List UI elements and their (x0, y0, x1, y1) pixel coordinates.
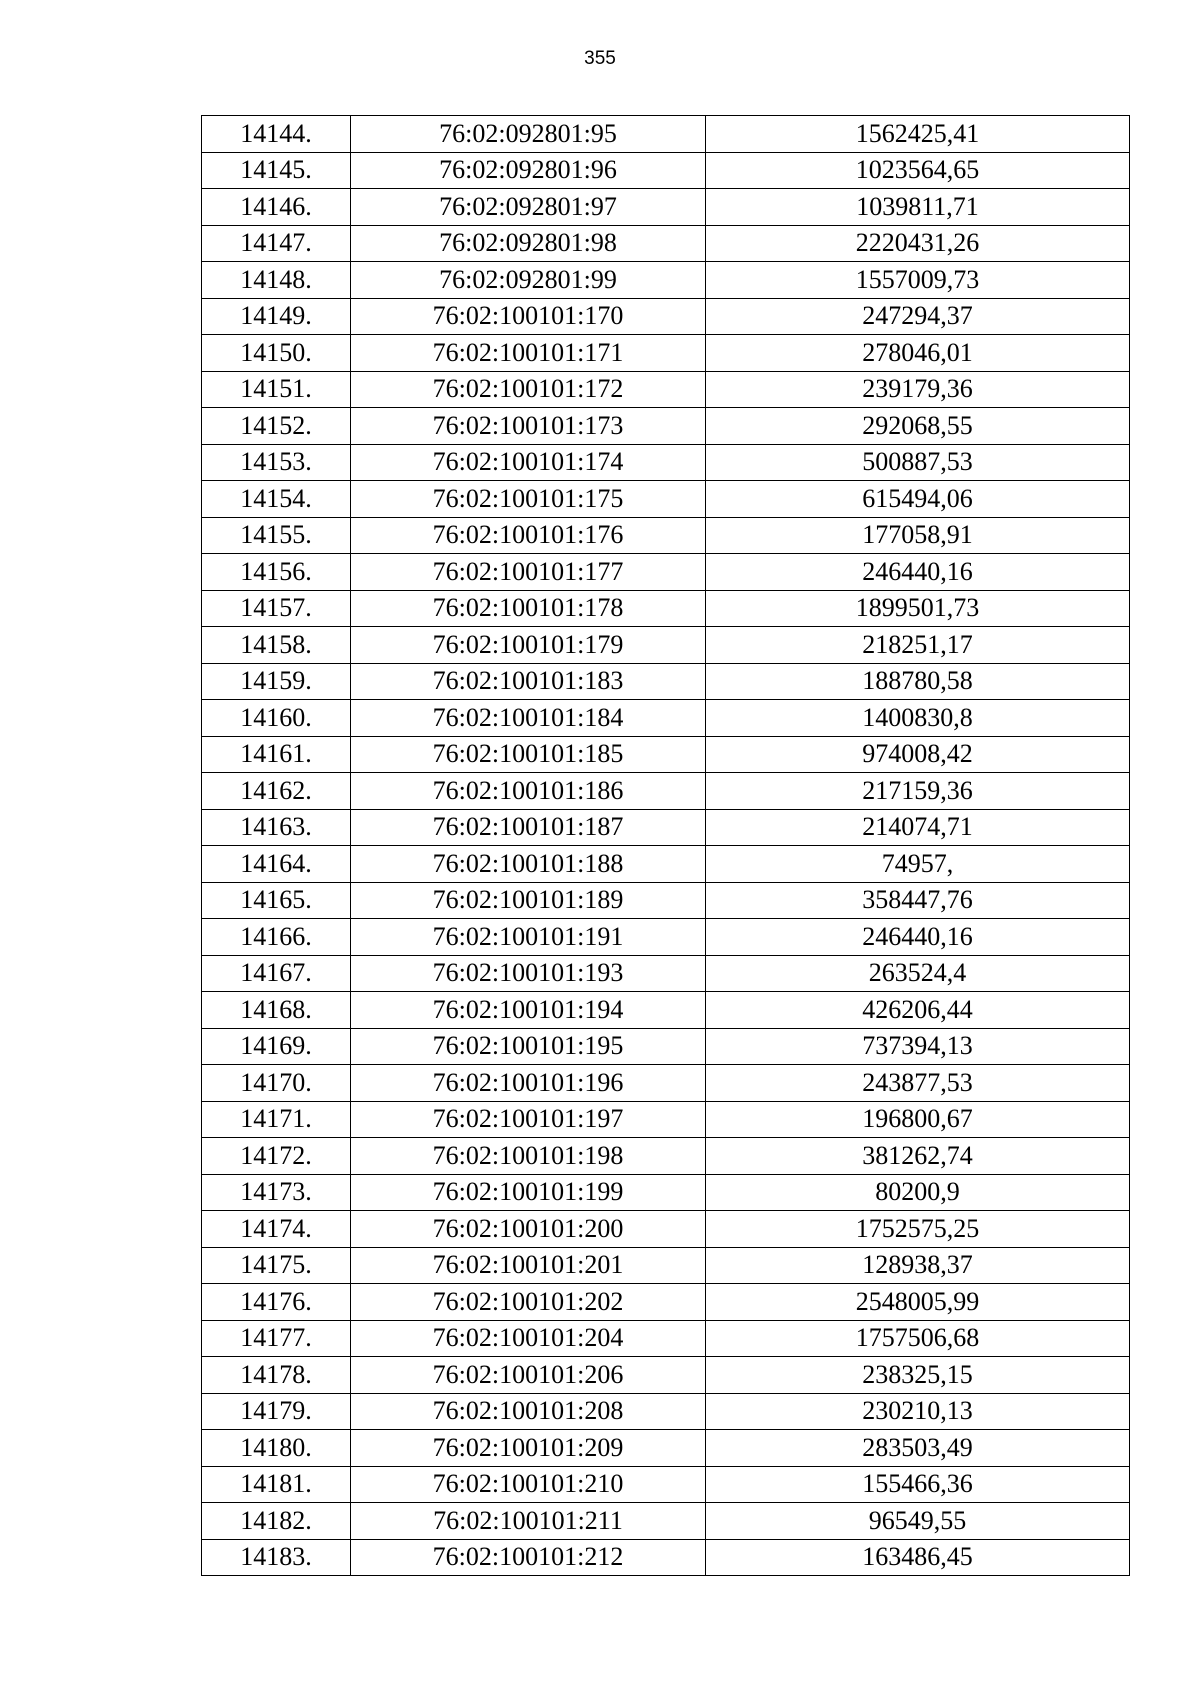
cadastral-number-cell: 76:02:092801:95 (351, 116, 706, 153)
cadastral-number-cell: 76:02:100101:198 (351, 1138, 706, 1175)
table-row (202, 1320, 1130, 1357)
cadastral-number-cell: 76:02:100101:173 (351, 408, 706, 445)
row-number-cell: 14156. (202, 554, 351, 591)
cadastral-number-cell: 76:02:100101:196 (351, 1065, 706, 1102)
row-number-cell: 14176. (202, 1284, 351, 1321)
cadastral-value-cell: 615494,06 (706, 481, 1130, 518)
row-number-cell: 14151. (202, 371, 351, 408)
row-number-cell: 14163. (202, 809, 351, 846)
table-row (202, 882, 1130, 919)
row-number-cell: 14157. (202, 590, 351, 627)
table-row (202, 298, 1130, 335)
row-number-cell: 14145. (202, 152, 351, 189)
cadastral-number-cell: 76:02:100101:201 (351, 1247, 706, 1284)
cadastral-value-cell: 426206,44 (706, 992, 1130, 1029)
cadastral-value-cell: 1752575,25 (706, 1211, 1130, 1248)
cadastral-number-cell: 76:02:100101:184 (351, 700, 706, 737)
table-row (202, 955, 1130, 992)
row-number-cell: 14144. (202, 116, 351, 153)
cadastral-value-cell: 263524,4 (706, 955, 1130, 992)
row-number-cell: 14149. (202, 298, 351, 335)
cadastral-value-cell: 247294,37 (706, 298, 1130, 335)
row-number-cell: 14177. (202, 1320, 351, 1357)
row-number-cell: 14150. (202, 335, 351, 372)
cadastral-number-cell: 76:02:100101:195 (351, 1028, 706, 1065)
cadastral-number-cell: 76:02:100101:176 (351, 517, 706, 554)
cadastral-number-cell: 76:02:100101:189 (351, 882, 706, 919)
table-row (202, 992, 1130, 1029)
table-row (202, 262, 1130, 299)
table-row (202, 152, 1130, 189)
row-number-cell: 14170. (202, 1065, 351, 1102)
table-row (202, 700, 1130, 737)
table-row (202, 1393, 1130, 1430)
table-row (202, 919, 1130, 956)
cadastral-number-cell: 76:02:100101:170 (351, 298, 706, 335)
table-row (202, 189, 1130, 226)
cadastral-number-cell: 76:02:100101:202 (351, 1284, 706, 1321)
table-row (202, 554, 1130, 591)
row-number-cell: 14158. (202, 627, 351, 664)
cadastral-value-cell: 188780,58 (706, 663, 1130, 700)
row-number-cell: 14162. (202, 773, 351, 810)
row-number-cell: 14179. (202, 1393, 351, 1430)
cadastral-value-cell: 1562425,41 (706, 116, 1130, 153)
cadastral-number-cell: 76:02:100101:209 (351, 1430, 706, 1467)
page-number: 355 (584, 48, 616, 69)
row-number-cell: 14147. (202, 225, 351, 262)
cadastral-value-cell: 214074,71 (706, 809, 1130, 846)
table-row (202, 444, 1130, 481)
row-number-cell: 14160. (202, 700, 351, 737)
row-number-cell: 14171. (202, 1101, 351, 1138)
row-number-cell: 14182. (202, 1503, 351, 1540)
table-row (202, 481, 1130, 518)
cadastral-value-cell: 737394,13 (706, 1028, 1130, 1065)
cadastral-value-cell: 246440,16 (706, 919, 1130, 956)
cadastral-number-cell: 76:02:100101:188 (351, 846, 706, 883)
cadastral-value-cell: 218251,17 (706, 627, 1130, 664)
cadastral-number-cell: 76:02:100101:204 (351, 1320, 706, 1357)
row-number-cell: 14172. (202, 1138, 351, 1175)
row-number-cell: 14175. (202, 1247, 351, 1284)
table-row (202, 1211, 1130, 1248)
row-number-cell: 14146. (202, 189, 351, 226)
table-row (202, 517, 1130, 554)
table-row (202, 773, 1130, 810)
table-row (202, 590, 1130, 627)
cadastral-value-cell: 246440,16 (706, 554, 1130, 591)
row-number-cell: 14173. (202, 1174, 351, 1211)
table-row (202, 1284, 1130, 1321)
row-number-cell: 14181. (202, 1466, 351, 1503)
cadastral-value-cell: 1557009,73 (706, 262, 1130, 299)
cadastral-value-cell: 163486,45 (706, 1539, 1130, 1576)
table-row (202, 408, 1130, 445)
cadastral-value-cell: 974008,42 (706, 736, 1130, 773)
table-row (202, 1430, 1130, 1467)
cadastral-value-cell: 292068,55 (706, 408, 1130, 445)
row-number-cell: 14169. (202, 1028, 351, 1065)
cadastral-number-cell: 76:02:100101:200 (351, 1211, 706, 1248)
table-row (202, 627, 1130, 664)
row-number-cell: 14178. (202, 1357, 351, 1394)
cadastral-value-cell: 278046,01 (706, 335, 1130, 372)
row-number-cell: 14174. (202, 1211, 351, 1248)
cadastral-number-cell: 76:02:092801:96 (351, 152, 706, 189)
cadastral-value-cell: 500887,53 (706, 444, 1130, 481)
cadastral-value-cell: 230210,13 (706, 1393, 1130, 1430)
cadastral-value-cell: 238325,15 (706, 1357, 1130, 1394)
cadastral-number-cell: 76:02:100101:199 (351, 1174, 706, 1211)
cadastral-number-cell: 76:02:100101:175 (351, 481, 706, 518)
cadastral-number-cell: 76:02:100101:171 (351, 335, 706, 372)
cadastral-number-cell: 76:02:092801:99 (351, 262, 706, 299)
cadastral-value-cell: 177058,91 (706, 517, 1130, 554)
cadastral-value-cell: 381262,74 (706, 1138, 1130, 1175)
cadastral-value-cell: 1039811,71 (706, 189, 1130, 226)
row-number-cell: 14152. (202, 408, 351, 445)
cadastral-value-cell: 283503,49 (706, 1430, 1130, 1467)
row-number-cell: 14161. (202, 736, 351, 773)
cadastral-value-cell: 74957, (706, 846, 1130, 883)
cadastral-number-cell: 76:02:100101:212 (351, 1539, 706, 1576)
cadastral-number-cell: 76:02:100101:211 (351, 1503, 706, 1540)
table-row (202, 225, 1130, 262)
cadastral-number-cell: 76:02:100101:174 (351, 444, 706, 481)
cadastral-number-cell: 76:02:100101:193 (351, 955, 706, 992)
row-number-cell: 14167. (202, 955, 351, 992)
cadastral-number-cell: 76:02:100101:183 (351, 663, 706, 700)
table-row (202, 1247, 1130, 1284)
cadastral-number-cell: 76:02:100101:191 (351, 919, 706, 956)
cadastral-value-cell: 1899501,73 (706, 590, 1130, 627)
cadastral-value-cell: 243877,53 (706, 1065, 1130, 1102)
cadastral-value-cell: 80200,9 (706, 1174, 1130, 1211)
cadastral-value-cell: 2548005,99 (706, 1284, 1130, 1321)
cadastral-value-cell: 155466,36 (706, 1466, 1130, 1503)
row-number-cell: 14153. (202, 444, 351, 481)
row-number-cell: 14180. (202, 1430, 351, 1467)
cadastral-value-cell: 358447,76 (706, 882, 1130, 919)
cadastral-number-cell: 76:02:092801:98 (351, 225, 706, 262)
row-number-cell: 14168. (202, 992, 351, 1029)
cadastral-number-cell: 76:02:092801:97 (351, 189, 706, 226)
row-number-cell: 14148. (202, 262, 351, 299)
cadastral-value-table (201, 115, 1130, 1576)
cadastral-number-cell: 76:02:100101:172 (351, 371, 706, 408)
cadastral-value-cell: 239179,36 (706, 371, 1130, 408)
table-row (202, 1539, 1130, 1576)
table-body (202, 116, 1130, 1576)
row-number-cell: 14155. (202, 517, 351, 554)
cadastral-number-cell: 76:02:100101:187 (351, 809, 706, 846)
table-row (202, 1138, 1130, 1175)
cadastral-value-cell: 1757506,68 (706, 1320, 1130, 1357)
row-number-cell: 14159. (202, 663, 351, 700)
table-row (202, 1028, 1130, 1065)
cadastral-number-cell: 76:02:100101:194 (351, 992, 706, 1029)
table-row (202, 1466, 1130, 1503)
table-row (202, 1174, 1130, 1211)
cadastral-value-cell: 1023564,65 (706, 152, 1130, 189)
table-row (202, 116, 1130, 153)
table-row (202, 846, 1130, 883)
table-row (202, 1503, 1130, 1540)
table-row (202, 809, 1130, 846)
cadastral-number-cell: 76:02:100101:186 (351, 773, 706, 810)
table-row (202, 335, 1130, 372)
cadastral-number-cell: 76:02:100101:185 (351, 736, 706, 773)
cadastral-value-cell: 1400830,8 (706, 700, 1130, 737)
cadastral-number-cell: 76:02:100101:208 (351, 1393, 706, 1430)
cadastral-number-cell: 76:02:100101:179 (351, 627, 706, 664)
cadastral-number-cell: 76:02:100101:206 (351, 1357, 706, 1394)
row-number-cell: 14166. (202, 919, 351, 956)
row-number-cell: 14154. (202, 481, 351, 518)
cadastral-number-cell: 76:02:100101:197 (351, 1101, 706, 1138)
row-number-cell: 14165. (202, 882, 351, 919)
cadastral-value-cell: 96549,55 (706, 1503, 1130, 1540)
cadastral-value-cell: 128938,37 (706, 1247, 1130, 1284)
cadastral-number-cell: 76:02:100101:210 (351, 1466, 706, 1503)
table-row (202, 1357, 1130, 1394)
row-number-cell: 14164. (202, 846, 351, 883)
table-row (202, 736, 1130, 773)
table-row (202, 1101, 1130, 1138)
cadastral-number-cell: 76:02:100101:178 (351, 590, 706, 627)
cadastral-value-cell: 196800,67 (706, 1101, 1130, 1138)
table-row (202, 1065, 1130, 1102)
table-row (202, 663, 1130, 700)
table-row (202, 371, 1130, 408)
cadastral-value-cell: 2220431,26 (706, 225, 1130, 262)
cadastral-value-cell: 217159,36 (706, 773, 1130, 810)
row-number-cell: 14183. (202, 1539, 351, 1576)
cadastral-number-cell: 76:02:100101:177 (351, 554, 706, 591)
